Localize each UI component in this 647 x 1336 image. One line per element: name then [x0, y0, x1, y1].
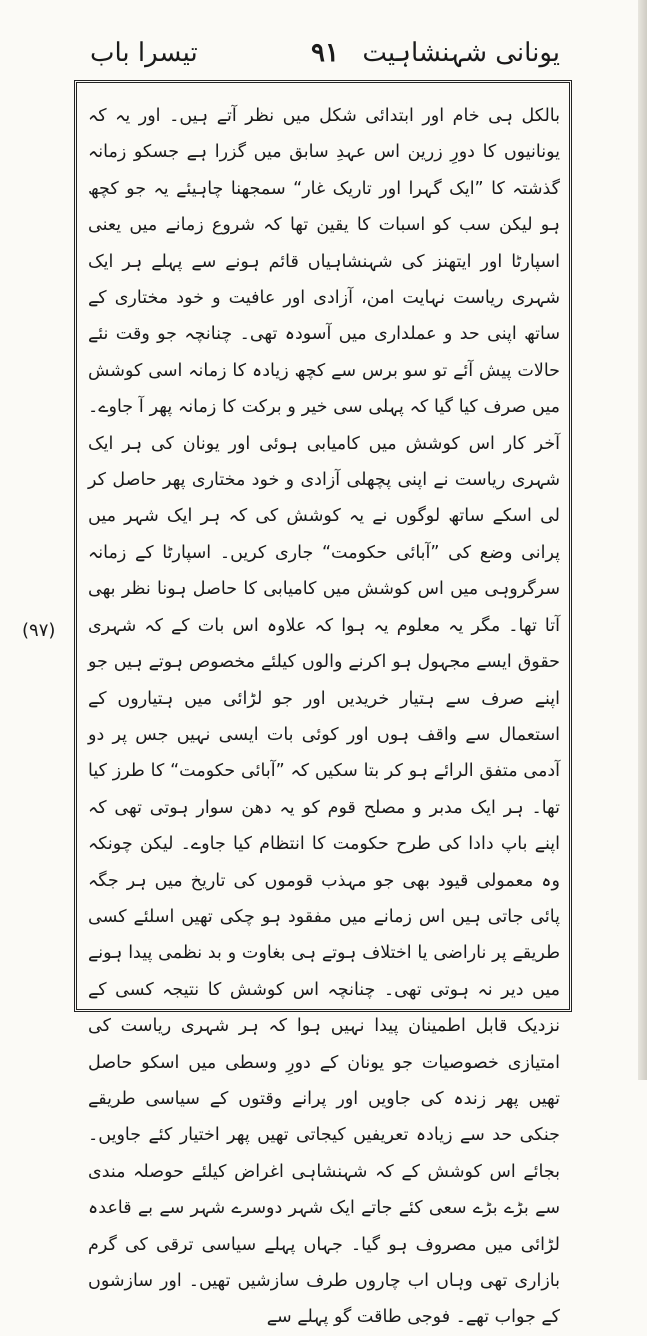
body-paragraph: بالکل ہی خام اور ابتدائی شکل میں نظر آتے ہیں۔ اور یہ کہ یونانیوں کا دورِ زرین اس عہدِ سابق میں گزرا ہے جسکو زمانہ گذشتہ کا ”ایک گہرا اور تاریک غار“ سمجھنا چاہیئے یہ جو کچھ ہو لیکن سب کو اسبات کا یقین تھا کہ شروع زمانے میں یعنی اسپارٹا اور ایتھنز کی شہنشاہیاں قائم ہونے سے پہلے ہر ایک شہری ریاست نہایت امن، آزادی اور عافیت و خود مختاری کے ساتھ اپنی حد و عملداری میں آسودہ تھی۔ چنانچہ جو وقت نئے حالات پیش آئے تو سو برس سے کچھ زیادہ کا زمانہ اسی کوشش میں صرف کیا گیا کہ پہلی سی خیر و برکت کا زمانہ پھر آ جاوے۔ آخر کار اس کوشش میں کامیابی ہوئی اور یونان کی ہر ایک شہری ریاست نے اپنی پچھلی آزادی و خود مختاری پھر حاصل کر لی اسکے ساتھ لوگوں نے یہ کوشش کی کہ ہر ایک شہر میں پرانی وضع کی ”آبائی حکومت“ جاری کریں۔ اسپارٹا کے زمانہ سرگروہی میں اس کوشش میں کامیابی کا حاصل ہونا نظر بھی آتا تھا۔ مگر یہ معلوم یہ ہوا کہ علاوہ اس بات کے کہ شہری حقوق ایسے مجہول ہو اکرنے والوں کیلئے مخصوص ہوتے ہیں جو اپنے صرف سے ہتیار خریدیں اور جو لڑائی میں ہتیاروں کے استعمال سے واقف ہوں اور کوئی بات ایسی نہیں جس پر دو آدمی متفق الرائے ہو کر بتا سکیں کہ ”آبائی حکومت“ کا طرز کیا تھا۔ ہر ایک مدبر و مصلح قوم کو یہ دھن سوار ہوتی تھی کہ اپنے باپ دادا کی طرح حکومت کا انتظام کیا جاوے۔ لیکن چونکہ وہ معمولی قیود بھی جو مہذب قوموں کی تاریخ میں ہر جگہ پائی جاتی ہیں اس زمانے میں مفقود ہو چکی تھیں اسلئے کسی طریقے پر ناراضی یا اختلاف ہوتے ہی بغاوت و بد نظمی پیدا ہونے میں دیر نہ ہوتی تھی۔ چنانچہ اس کوشش کا نتیجہ کسی کے نزدیک قابل اطمینان پیدا نہیں ہوا کہ ہر شہری ریاست کی امتیازی خصوصیات جو یونان کے دورِ وسطی میں اسکو حاصل تھیں پھر زندہ کی جاویں اور پرانے وقتوں کے سیاسی طریقے جنکی حد سے زیادہ تعریفیں کیجاتی تھیں پھر اختیار کئے جاویں۔ بجائے اس کوشش کے کہ شہنشاہی اغراض کیلئے حوصلہ مندی سے بڑے بڑے سعی کئے جاتے ایک شہر دوسرے شہر سے بے قاعدہ لڑائی میں مصروف ہو گیا۔ جہاں پہلے سیاسی ترقی کی گرم بازاری تھی وہاں اب چاروں طرف سازشیں تھیں۔ اور سازشوں کے جواب تھے۔ فوجی طاقت گو پہلے سے: [88, 106, 560, 1328]
page-number: ۹۱: [311, 38, 339, 68]
page-header: [80, 30, 570, 78]
margin-page-number: (۹۷): [22, 620, 56, 641]
page-edge: [638, 0, 647, 1080]
chapter-title: تیسرا باب: [90, 38, 198, 68]
book-title: یونانی شہنشاہیت: [362, 38, 560, 68]
body-text: [88, 98, 560, 1328]
